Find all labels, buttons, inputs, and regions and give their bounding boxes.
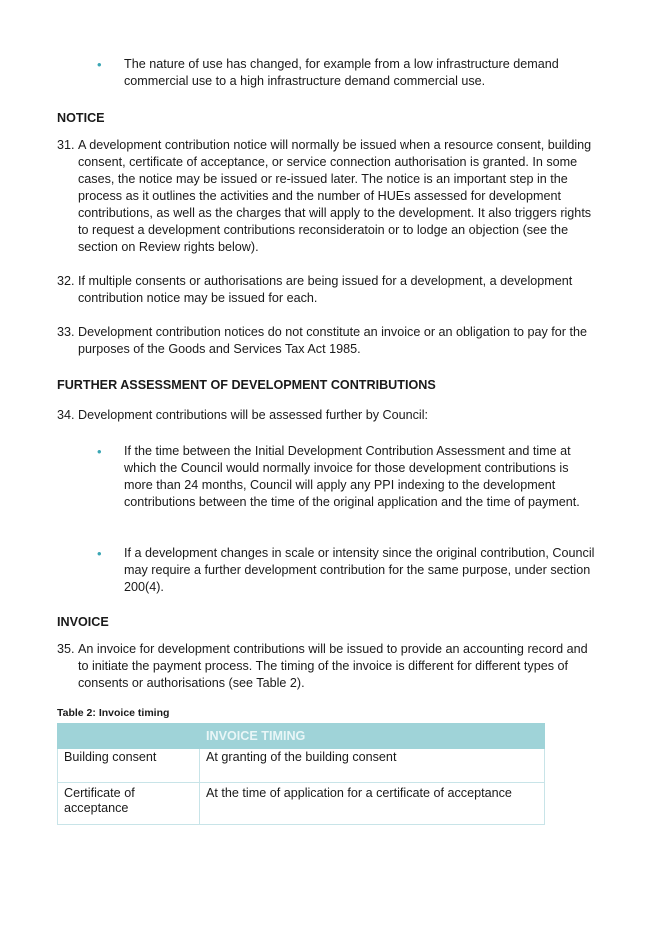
bullet-text: The nature of use has changed, for example from a low infrastructure demand commercial use to a high infrastructure demand commercial use. bbox=[124, 57, 559, 88]
paragraph-text: Development contributions will be assessed further by Council: bbox=[78, 408, 428, 422]
table-row bbox=[58, 749, 545, 783]
paragraph-34 bbox=[57, 407, 597, 424]
paragraph-33 bbox=[57, 324, 597, 358]
heading-invoice: INVOICE bbox=[57, 615, 109, 629]
table-cell: At granting of the building consent bbox=[200, 749, 545, 783]
paragraph-text: A development contribution notice will normally be issued when a resource consent, building consent, certificate of acceptance, or service connection authorisation is granted. In some cases, the notice may be issued or re-issued later. The notice is an important step in the process as it outlines the activities and the number of HUEs assessed for development contributions, as well as the charges that will apply to the development. It also triggers rights to request a development contributions reconsideratoin or to lodge an objection (see the section on Review rights below). bbox=[78, 138, 592, 254]
bullet-text: If the time between the Initial Development Contribution Assessment and time at which the Council would normally invoice for those development contributions is more than 24 months, Council will apply any PPI indexing to the development contributions between the time of the original application and the time of payment. bbox=[124, 444, 580, 509]
bullet-icon: • bbox=[97, 57, 102, 72]
heading-notice: NOTICE bbox=[57, 111, 105, 125]
paragraph-32 bbox=[57, 273, 597, 307]
paragraph-text: If multiple consents or authorisations are being issued for a development, a development contribution notice may be issued for each. bbox=[78, 274, 573, 305]
invoice-timing-table bbox=[57, 723, 545, 825]
table-caption: Table 2: Invoice timing bbox=[57, 707, 170, 719]
bullet-item-nature-of-use bbox=[97, 56, 597, 90]
table-row bbox=[58, 783, 545, 825]
paragraph-text: An invoice for development contributions will be issued to provide an accounting record and to initiate the payment process. The timing of the invoice is different for different types of consents or authorisations (see Table 2). bbox=[78, 642, 588, 690]
paragraph-number: 35. bbox=[57, 642, 75, 656]
bullet-item-scale-change bbox=[97, 545, 597, 596]
paragraph-number: 33. bbox=[57, 325, 75, 339]
paragraph-35 bbox=[57, 641, 597, 692]
paragraph-number: 34. bbox=[57, 408, 75, 422]
bullet-text: If a development changes in scale or intensity since the original contribution, Council may require a further development contribution for the same purpose, under section 200(4). bbox=[124, 546, 595, 594]
table-header-cell: INVOICE TIMING bbox=[200, 724, 545, 749]
table-header-row bbox=[58, 724, 545, 749]
bullet-icon: • bbox=[97, 546, 102, 561]
paragraph-31 bbox=[57, 137, 597, 256]
paragraph-number: 32. bbox=[57, 274, 75, 288]
table-cell: At the time of application for a certificate of acceptance bbox=[200, 783, 545, 825]
paragraph-number: 31. bbox=[57, 138, 75, 152]
table-cell: Building consent bbox=[58, 749, 200, 783]
table-cell: Certificate of acceptance bbox=[58, 783, 200, 825]
bullet-item-ppi-indexing bbox=[97, 443, 597, 511]
bullet-icon: • bbox=[97, 444, 102, 459]
paragraph-text: Development contribution notices do not constitute an invoice or an obligation to pay for the purposes of the Goods and Services Tax Act 1985. bbox=[78, 325, 587, 356]
heading-further-assessment: FURTHER ASSESSMENT OF DEVELOPMENT CONTRIBUTIONS bbox=[57, 378, 436, 392]
table-header-cell bbox=[58, 724, 200, 749]
